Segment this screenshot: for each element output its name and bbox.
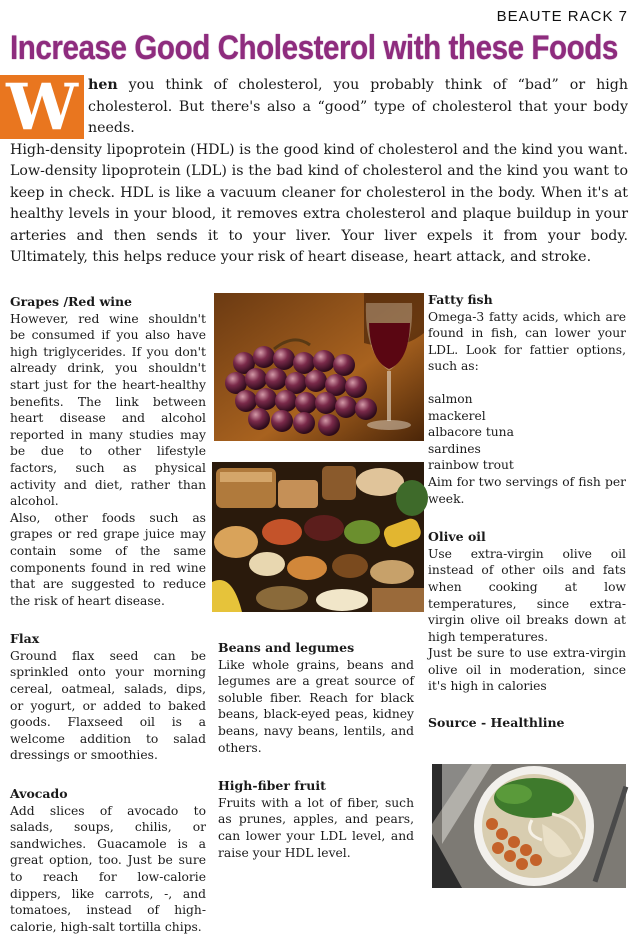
grapes-body-1: However, red wine shouldn't be consumed if you also have high triglycerides. If you don't already drink, you shouldn't start just for the heart-healthy benefits. The link between heart disease and alcohol reported in many studies may be due to other lifestyle factors, such as physical activity and diet, rather than alcohol. (10, 311, 206, 509)
fish-note: Aim for two servings of fish per week. (428, 474, 626, 506)
list-item: mackerel (428, 408, 486, 423)
grapes-body-2: Also, other foods such as grapes or red grape juice may contain some of the same components found in red wine that are suggested to reduce the risk of heart disease. (10, 510, 206, 608)
avocado-heading: Avocado (10, 786, 68, 802)
grapes-heading: Grapes /Red wine (10, 294, 132, 309)
intro (6, 70, 628, 269)
column-middle (218, 640, 414, 861)
avocado-body: Add slices of avocado to salads, soups, chilis, or sandwiches. Guacamole is a great option, too. Just be sure to reach for low-calorie dippers, like carrots, -, and tomatoes, instead of high-calorie, high-salt tortilla chips. (10, 803, 206, 934)
source-credit: Source - Healthline (428, 715, 565, 731)
list-item: salmon (428, 391, 473, 406)
list-item: albacore tuna (428, 425, 514, 440)
drop-cap: W (0, 75, 84, 139)
flax-heading: Flax (10, 631, 40, 647)
olive-heading: Olive oil (428, 529, 486, 545)
fruit-body: Fruits with a lot of fiber, such as prunes, apples, and pears, can lower your LDL level, and raise your HDL level. (218, 795, 414, 860)
intro-paragraph-2: High-density lipoprotein (HDL) is the good kind of cholesterol and the kind you want. Low-density lipoprotein (LDL) is the bad kind of cholesterol and the kind you want to keep in check. HDL is like a vacuum cleaner for cholesterol in the body. When it's at healthy levels in your blood, it removes extra cholesterol and plaque buildup in your arteries and then sends it to your liver. Your liver expels it from your body. Ultimately, this helps reduce your risk of heart disease, heart attack, and stroke. (10, 141, 628, 265)
column-left (10, 294, 206, 935)
olive-body-2: Just be sure to use extra-virgin olive oil in moderation, since it's high in calories (428, 646, 626, 694)
salad-bowl-photo (432, 764, 626, 888)
beans-body: Like whole grains, beans and legumes are a great source of soluble fiber. Reach for black beans, black-eyed peas, kidney beans, navy beans, lentils, and others. (218, 657, 414, 755)
column-right (428, 292, 626, 732)
intro-paragraph-1 (10, 75, 628, 140)
fish-list (428, 391, 626, 474)
whole-grains-legumes-photo (212, 462, 424, 612)
section-tag: BEAUTE RACK 7 (496, 8, 628, 25)
olive-body-1: Use extra-virgin olive oil instead of other oils and fats when cooking at low temperatures, since extra-virgin olive oil breaks down at high temperatures. (428, 546, 626, 644)
intro-text: you think of cholesterol, you probably think of “bad” or high cholesterol. But there's also a “good” type of cholesterol that your body needs. (88, 77, 628, 136)
beans-heading: Beans and legumes (218, 640, 355, 655)
fish-body: Omega-3 fatty acids, which are found in fish, can lower your LDL. Look for fattier options, such as: (428, 309, 626, 374)
fish-heading: Fatty fish (428, 292, 493, 307)
flax-body: Ground flax seed can be sprinkled onto your morning cereal, oatmeal, salads, dips, or yogurt, or added to baked goods. Flaxseed oil is a welcome addition to salad dressings or smoothies. (10, 648, 206, 763)
list-item: rainbow trout (428, 458, 514, 473)
fruit-heading: High-fiber fruit (218, 778, 326, 794)
lead-word: hen (88, 77, 118, 93)
page-title: Increase Good Cholesterol with these Foods (10, 29, 618, 67)
list-item: sardines (428, 441, 481, 456)
grapes-wine-photo (214, 293, 424, 441)
